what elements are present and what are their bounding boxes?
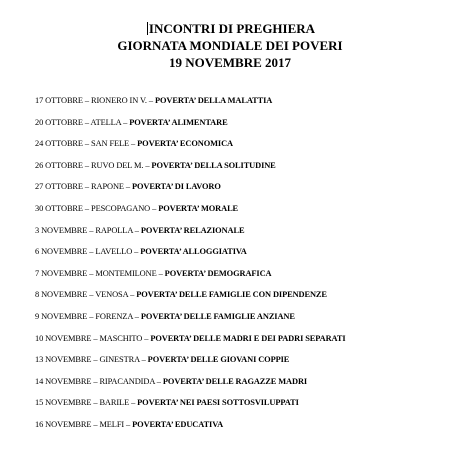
title-line-3: 19 NOVEMBRE 2017 xyxy=(168,55,292,70)
entry-place: 8 NOVEMBRE – VENOSA – xyxy=(35,290,137,300)
list-item xyxy=(35,160,455,182)
title-line-1-row xyxy=(0,20,460,37)
entry-topic: POVERTA’ NEI PAESI SOTTOSVILUPPATI xyxy=(137,398,299,408)
entry-topic: POVERTA’ RELAZIONALE xyxy=(140,225,245,235)
entry-place: 13 NOVEMBRE – GINESTRA – xyxy=(35,355,148,365)
title-line-1: INCONTRI DI PREGHIERA xyxy=(148,21,316,36)
list-item xyxy=(35,397,455,419)
entry-place: 7 NOVEMBRE – MONTEMILONE – xyxy=(35,268,165,278)
entry-place: 14 NOVEMBRE – RIPACANDIDA – xyxy=(35,376,163,386)
list-item xyxy=(35,246,455,268)
title-line-2: GIORNATA MONDIALE DEI POVERI xyxy=(117,38,343,53)
list-item xyxy=(35,203,455,225)
entry-place: 26 OTTOBRE – RUVO DEL M. – xyxy=(35,160,152,170)
list-item xyxy=(35,117,455,139)
entry-topic: POVERTA’ DELLE FAMIGLIE CON DIPENDENZE xyxy=(136,290,327,300)
entry-place: 30 OTTOBRE – PESCOPAGANO – xyxy=(35,203,159,213)
entry-topic: POVERTA’ EDUCATIVA xyxy=(132,419,224,429)
entry-topic: POVERTA’ DELLE GIOVANI COPPIE xyxy=(147,355,290,365)
entry-topic: POVERTA’ DI LAVORO xyxy=(132,182,221,192)
document-header xyxy=(0,20,460,71)
entry-place: 16 NOVEMBRE – MELFI – xyxy=(35,419,133,429)
entry-place: 15 NOVEMBRE – BARILE – xyxy=(35,398,138,408)
entry-topic: POVERTA’ DELLE RAGAZZE MADRI xyxy=(162,376,308,386)
entry-topic: POVERTA’ ECONOMICA xyxy=(137,139,233,149)
entry-place: 27 OTTOBRE – RAPONE – xyxy=(35,182,132,192)
list-item xyxy=(35,268,455,290)
entry-topic: POVERTA’ DELLE MADRI E DEI PADRI SEPARATI xyxy=(150,333,346,343)
entry-topic: POVERTA’ ALIMENTARE xyxy=(129,117,228,127)
entry-place: 24 OTTOBRE – SAN FELE – xyxy=(35,139,138,149)
entry-topic: POVERTA’ DELLA MALATTIA xyxy=(154,96,273,105)
entry-topic: POVERTA’ MORALE xyxy=(158,203,239,213)
list-item xyxy=(35,333,455,355)
entry-place: 20 OTTOBRE – ATELLA – xyxy=(35,117,130,127)
entry-place: 10 NOVEMBRE – MASCHITO – xyxy=(35,333,151,343)
entry-place: 6 NOVEMBRE – LAVELLO – xyxy=(35,247,141,257)
entry-place: 9 NOVEMBRE – FORENZA – xyxy=(35,311,141,321)
entry-place: 17 OTTOBRE – RIONERO IN V. – xyxy=(35,96,155,105)
list-item xyxy=(35,311,455,333)
list-item xyxy=(35,181,455,203)
list-item xyxy=(35,225,455,247)
prayer-meetings-list xyxy=(35,95,455,441)
list-item xyxy=(35,354,455,376)
entry-topic: POVERTA’ ALLOGGIATIVA xyxy=(140,247,247,257)
list-item xyxy=(35,138,455,160)
entry-place: 3 NOVEMBRE – RAPOLLA – xyxy=(35,225,141,235)
list-item xyxy=(35,376,455,398)
list-item xyxy=(35,289,455,311)
entry-topic: POVERTA’ DELLA SOLITUDINE xyxy=(151,160,276,170)
entry-topic: POVERTA’ DEMOGRAFICA xyxy=(164,268,272,278)
list-item xyxy=(35,419,455,441)
list-item xyxy=(35,95,455,117)
text-cursor xyxy=(147,22,148,35)
entry-topic: POVERTA’ DELLE FAMIGLIE ANZIANE xyxy=(140,311,295,321)
